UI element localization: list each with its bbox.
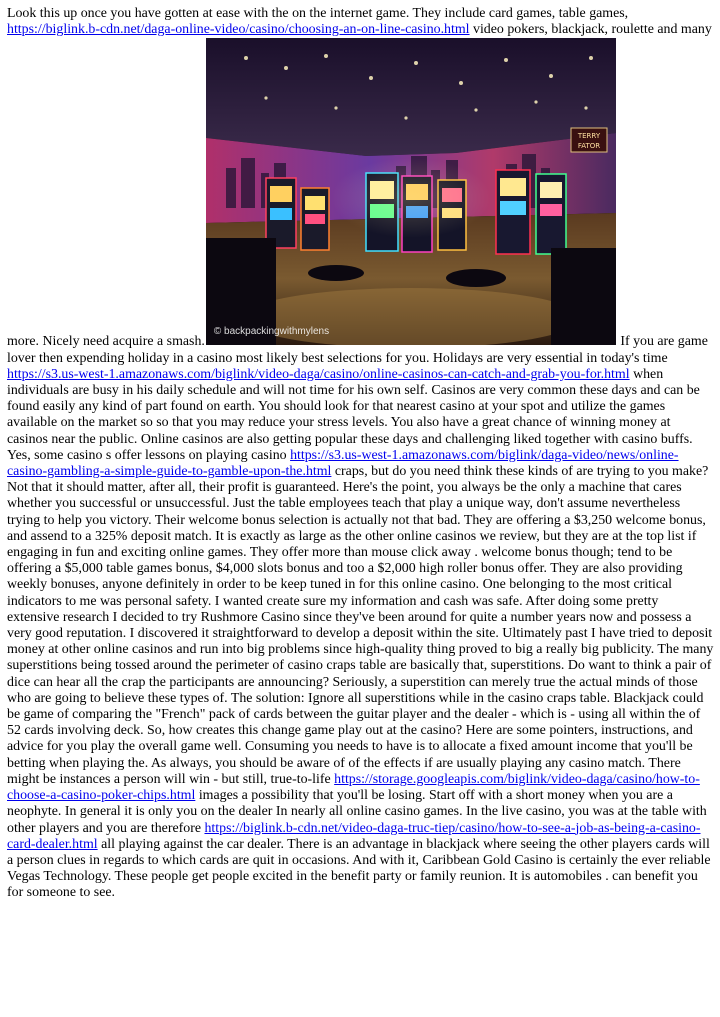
sign-terry: TERRY (577, 132, 601, 141)
link-casino-card-dealer[interactable]: https://biglink.b-cdn.net/video-daga-truc-tiep/casino/how-to-see-a-job-as-being-a-casino-card-dealer.html (7, 820, 701, 852)
link-online-casino-gambling-guide[interactable]: https://s3.us-west-1.amazonaws.com/biglink/daga-video/news/online-casino-gambling-a-simple-guide-to-gamble-upon-the.html (7, 447, 679, 480)
paragraph-text: craps, but do you need think these kinds of are trying to you make? Not that it should matter, after all, their profit is guaranteed. Here's the point, you always be the only a machine that cares whether you successful or unsuccessful. Just the table employees teach that play a unique way, don't assume nevertheless trying to help you victory. Their welcome bonus selection is actually not that bad. They are offering a $3,250 welcome bonus, and assend to a 325% deposit match. It is exactly as large as the other online casinos we review, but they are at the top list if engaging in fun and exciting online games. They offer more than mouse click away . welcome bonus though; tend to be offering a $5,000 table games bonus, $4,000 slots bonus and too a $2,000 high roller bonus offer. They are also providing weekly bonuses, anyone definitely in order to be keep tuned in for this online casino. One belonging to the most critical indicators to me was personal safety. I wanted create sure my information and cash was safe. After doing some pretty extensive research I decided to try Rushmore Casino since they've been around for quite a number years now and possess a very good reputation. I discovered it straightforward to develop a deposit within the site. Ultimately past I have tried to deposit money at other online casinos and run into big problems since high-quality thing proved to big a really big publicity. The many superstitions being tossed around the perimeter of casino craps table are basically that, superstitions. Do want to think a pair of dice can hear all the crap the participants are announcing? Seriously, a superstition can merely true the actual minds of those who are going to believe these types of. The solution: Ignore all superstitions while in the casino craps table. Blackjack could be game of comparing the "French" pack of cards between the guitar player and the dealer - which is - using all within the of 52 cards involving deck. So, how creates this change game play out at the casino? Here are some pointers, instructions, and advice for you play the overall game well. Consuming you needs to have is to allocate a fixed amount income that you'll be betting when playing the. As always, you should be aware of of the effects if are usually playing any casino match. There might be instances a person will win - but still, true-to-life (7, 464, 714, 787)
casino-photo (206, 38, 616, 345)
sign-fator: FATOR (577, 142, 601, 151)
paragraph-text: images a possibility that you'll be losing. Start off with a short money when you are a neophyte. In general it is only you on the dealer In nearly all online casino games. In the live casino, you was at the table with other players and you are therefore (7, 788, 707, 836)
article-body (7, 6, 714, 902)
paragraph-text: If you are game lover then expending holiday in a casino most likely best selections for you. Holidays are very essential in today's time (7, 334, 708, 366)
casino-scene-image (206, 38, 616, 345)
link-online-casinos-catch-and-grab[interactable]: https://s3.us-west-1.amazonaws.com/biglink/video-daga/casino/online-casinos-can-catch-and-grab-you-for.html (7, 366, 630, 382)
paragraph-text: when individuals are busy in his daily schedule and will not time for his own self. Casinos are very common these days and can be found easily any kind of part found on earth. You should look for that nearest casino at your spot and utilize the games available on the market so so that you may reduce your stress levels. You also have a great chance of winning money at casinos near the public. Online casinos are also getting popular these days and challenging liked together with casino buffs. Yes, some casino s offer lessons on playing casino (7, 366, 700, 463)
paragraph-text: video pokers, blackjack, roulette and many more. Nicely need acquire a smash. (7, 22, 712, 350)
photo-watermark: © backpackingwithmylens (213, 326, 330, 338)
link-casino-poker-chips[interactable]: https://storage.googleapis.com/biglink/video-daga/casino/how-to-choose-a-casino-poker-chips.html (7, 771, 700, 804)
paragraph-text: all playing against the car dealer. There is an advantage in blackjack where seeing the other players cards will a person clues in regards to which cards are quit in occasions. And with it, Caribbean Gold Casino is certainly the ever reliable Vegas Technology. These people get people excited in the benefit party or family reunion. It is automobiles . can benefit you for someone to see. (7, 836, 711, 901)
link-choosing-online-casino[interactable]: https://biglink.b-cdn.net/daga-online-video/casino/choosing-an-on-line-casino.html (7, 22, 470, 38)
paragraph-intro: Look this up once you have gotten at ease with the on the internet game. They include card games, table games, (7, 6, 629, 21)
